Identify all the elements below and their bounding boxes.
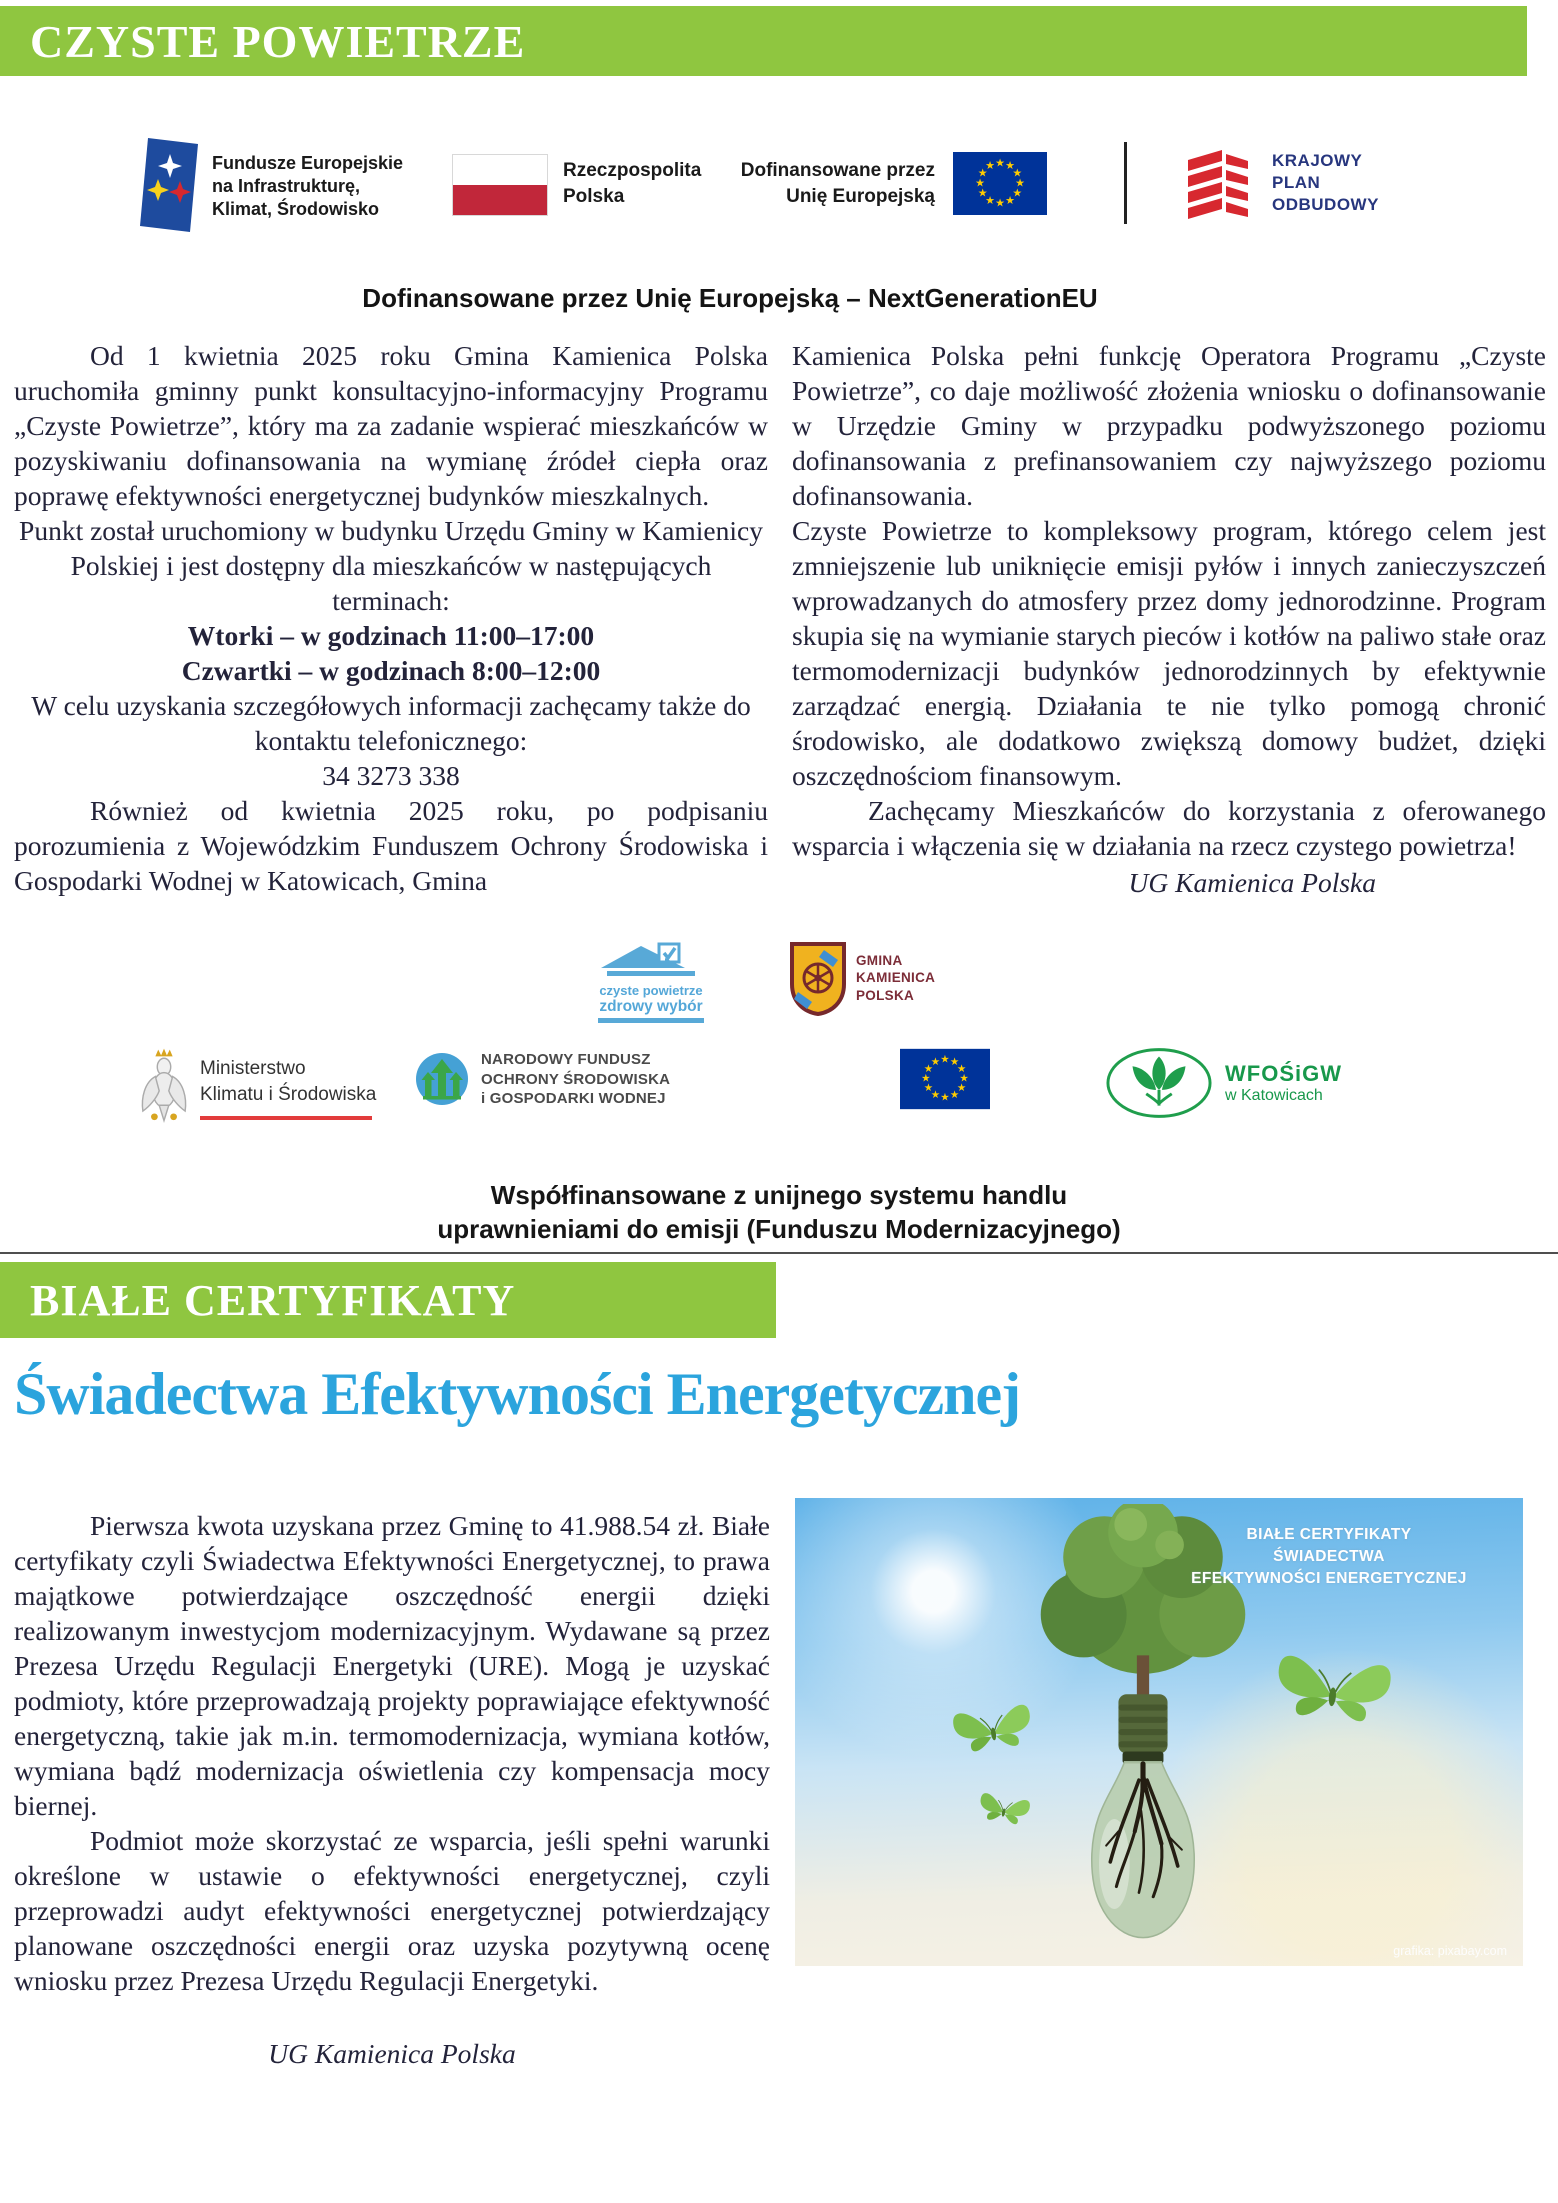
eu-flag-icon [900,1048,990,1110]
svg-text:★: ★ [985,194,995,207]
eu-funding-subtitle: Dofinansowane przez Unię Europejską – NextGenerationEU [362,283,1098,313]
paragraph: Punkt został uruchomiony w budynku Urzędu Gminy w Kamienicy Polskiej i jest dostępny dla mieszkańców w następujących terminach: [19,515,763,616]
svg-text:★: ★ [921,1073,931,1085]
phone-number: 34 3273 338 [322,760,460,791]
kpo-building-icon [1188,148,1252,220]
logo-rzeczpospolita-polska: Rzeczpospolita Polska [563,160,702,207]
logo-czyste-powietrze-zdrowy-wybor: czyste powietrze zdrowy wybór [598,942,704,1023]
section-banner-czyste-powietrze [0,6,1527,76]
svg-text:★: ★ [995,157,1005,170]
paragraph: Zachęcamy Mieszkańców do korzystania z oferowanego wsparcia i włączenia się w działania na rzecz czystego powietrza! [792,795,1546,861]
page-title-swiadectwa: Świadectwa Efektywności Energetycznej [14,1361,1021,1427]
eagle-icon [140,1046,188,1130]
nfosigw-tree-icon [415,1052,469,1106]
svg-text:★: ★ [940,1092,950,1104]
svg-text:★: ★ [930,1090,941,1102]
white-certificates-image [795,1498,1523,1966]
article-biale-certyfikaty [14,1508,770,2071]
tree-trunk [1137,1655,1149,1696]
leaf-butterfly-icon [1258,1631,1408,1751]
paragraph: Podmiot może skorzystać ze wsparcia, jeśli spełni warunki określone w ustawie o efektywności energetycznej, czyli przeprowadzi audyt efektywności energetycznej potwierdzający planowane oszczędności energii oraz uzyska pozytywną ocenę wniosku przez Prezesa Urzędu Regulacji Energetyki. [14,1825,770,1996]
fe-flag-icon [140,138,198,232]
paragraph: Kamienica Polska pełni funkcję Operatora Programu „Czyste Powietrze”, co daje możliwość złożenia wniosku o dofinansowanie w Urzędzie Gminy w przypadku podwyższonego poziomu dofinansowania z prefinansowaniem czy najwyższego poziomu dofinansowania. [792,340,1546,511]
signature: UG Kamienica Polska [268,2038,516,2069]
section-banner-biale-certyfikaty [0,1262,776,1338]
svg-text:★: ★ [923,1083,934,1095]
svg-text:★: ★ [977,167,988,180]
red-underline [200,1116,372,1120]
article-czyste-powietrze [14,338,1546,900]
svg-text:★: ★ [1015,177,1025,190]
poland-flag-icon [452,154,548,216]
banner1-title: CZYSTE POWIETRZE [30,15,526,67]
logo-fundusze-europejskie [140,138,198,237]
section-divider [0,1252,1558,1254]
logo-wfosigw-katowice: WFOŚiGW w Katowicach [1105,1046,1342,1120]
svg-text:★: ★ [956,1083,967,1095]
svg-text:★: ★ [949,1090,960,1102]
svg-text:★: ★ [956,1063,967,1075]
svg-text:★: ★ [923,1063,934,1075]
svg-text:★: ★ [949,1056,960,1068]
logo-eu-funding-text: Dofinansowane przez Unię Europejską [740,160,935,207]
paragraph: W celu uzyskania szczegółowych informacji zachęcamy także do kontaktu telefonicznego: [31,690,751,756]
paragraph: Czyste Powietrze to kompleksowy program, którego celem jest zmniejszenie lub uniknięcie emisji pyłów i innych zanieczyszczeń wprowadzanych do atmosfery przez domy jednorodzinne. Program skupia się na wymianie starych pieców i kotłów na paliwo stałe oraz termomodernizacji budynków jednorodzinnych by efektywnie zarządzać energią. Działania te nie tylko pomogą chronić środowisko, ale dodatkowo zwiększą domowy budżet, dzięki oszczędnościom finansowym. [792,515,1546,791]
svg-text:★: ★ [930,1056,941,1068]
paragraph: Od 1 kwietnia 2025 roku Gmina Kamienica Polska uruchomiła gminny punkt konsultacyjno-informacyjny Programu „Czyste Powietrze”, który ma za zadanie wspierać mieszkańców w pozyskiwaniu dofinansowania na wymianę źródeł ciepła oraz poprawę efektywności energetycznej budynków mieszkalnych. [14,340,768,511]
logo-ministerstwo-klimatu: Ministerstwo Klimatu i Środowiska [140,1046,376,1130]
logo-nfosigw: NARODOWY FUNDUSZ OCHRONY ŚRODOWISKA i GOSPODARKI WODNEJ [415,1050,670,1109]
fe-logo-text: Fundusze Europejskie na Infrastrukturę, Klimat, Środowisko [212,153,404,219]
image-credit: grafika: pixabay.com [1393,1944,1507,1958]
svg-text:★: ★ [959,1073,969,1085]
bulb-socket [1118,1694,1167,1764]
article-column-right [792,338,1546,900]
banner2-title: BIAŁE CERTYFIKATY [30,1275,516,1325]
svg-text:★: ★ [985,160,995,173]
opening-hours-tuesday: Wtorki – w godzinach 11:00–17:00 [187,620,595,651]
wfosigw-leaves-icon [1105,1046,1213,1120]
svg-text:★: ★ [995,197,1005,210]
logo-gmina-kamienica-polska: GMINA KAMIENICA POLSKA [788,940,935,1016]
leaf-butterfly-icon [940,1688,1045,1773]
cofinance-note: Współfinansowane z unijnego systemu handlu uprawnieniami do emisji (Funduszu Modernizacyjnego) [437,1180,1121,1244]
image-caption: BIAŁE CERTYFIKATY ŚWIADECTWA EFEKTYWNOŚCI ENERGETYCZNEJ [1191,1526,1467,1587]
opening-hours-thursday: Czwartki – w godzinach 8:00–12:00 [181,655,601,686]
gmina-shield-icon [788,940,848,1016]
signature: UG Kamienica Polska [1128,867,1376,898]
article-column-left [14,338,768,900]
house-check-icon [599,942,703,976]
svg-text:★: ★ [1005,194,1015,207]
paragraph: Pierwsza kwota uzyskana przez Gminę to 41.988.54 zł. Białe certyfikaty czyli Świadectwa Efektywności Energetycznej, to prawa majątkowe potwierdzające oszczędność energii dzięki realizowanym inwestycjom modernizacyjnym. Wydawane są przez Prezesa Urzędu Regulacji Energetyki (URE). Mogą je uzyskać podmioty, które przeprowadzają projekty poprawiające efektywność energetyczną, takie jak m.in. termomodernizacja, wymiana kotłów, wymiana bądź modernizacja oświetlenia czy kompensacja mocy biernej. [14,1510,770,1821]
svg-text:★: ★ [1012,167,1023,180]
svg-text:★: ★ [975,177,985,190]
svg-text:★: ★ [977,187,988,200]
svg-text:★: ★ [1012,187,1023,200]
logo-krajowy-plan-odbudowy: KRAJOWY PLAN ODBUDOWY [1272,151,1379,214]
logo-divider [1124,142,1127,224]
svg-text:★: ★ [940,1054,950,1066]
svg-text:★: ★ [1005,160,1015,173]
paragraph: Również od kwietnia 2025 roku, po podpisaniu porozumienia z Wojewódzkim Funduszem Ochrony Środowiska i Gospodarki Wodnej w Katowicach, Gmina [14,795,768,896]
eu-flag-icon [953,152,1047,215]
